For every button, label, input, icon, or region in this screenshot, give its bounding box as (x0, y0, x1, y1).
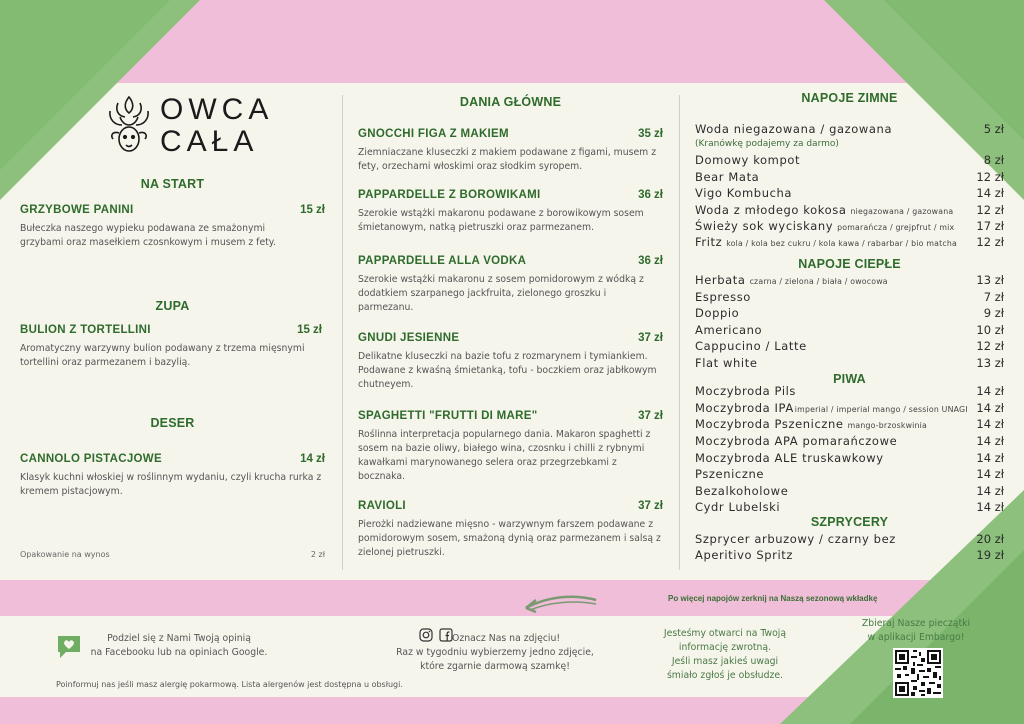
section-title-beer: PIWA (833, 372, 866, 386)
drink-name: Świeży sok wyciskany (695, 219, 834, 233)
drink-row (695, 384, 1004, 400)
drink-row (695, 323, 1004, 339)
social-line3: które zgarnie darmową szamkę! (420, 661, 570, 672)
drink-row (695, 356, 1004, 372)
drink-row (695, 434, 1004, 450)
drink-name: Espresso (695, 290, 751, 304)
feedback-line1: Jesteśmy otwarci na Twoją (663, 628, 787, 639)
drink-name: Moczybroda IPA (695, 401, 794, 415)
drink-name: Woda z młodego kokosa (695, 203, 847, 217)
arrow-icon (520, 592, 600, 618)
drink-price: 14 zł (976, 434, 1004, 448)
drink-name: Moczybroda ALE truskawkowy (695, 451, 884, 465)
item-price: 36 zł (638, 255, 663, 267)
menu-item (358, 189, 663, 235)
drink-row (695, 219, 1004, 235)
section-title-cold-drinks: NAPOJE ZIMNE (801, 91, 898, 105)
stamps-text (845, 617, 987, 645)
drink-price: 12 zł (976, 235, 1004, 249)
drink-price: 14 zł (976, 451, 1004, 465)
drink-row (695, 500, 1004, 516)
drink-name: Doppio (695, 306, 740, 320)
item-name: CANNOLO PISTACJOWE (20, 453, 162, 465)
item-name: GRZYBOWE PANINI (20, 204, 134, 216)
review-line1: Podziel się z Nami Twoją opinią (107, 633, 251, 644)
item-price: 36 zł (638, 189, 663, 201)
menu-item (20, 324, 322, 370)
item-price: 14 zł (300, 453, 325, 465)
review-text (84, 632, 274, 660)
menu-item (20, 204, 325, 250)
drink-price: 14 zł (976, 401, 1004, 415)
drink-row (695, 170, 1004, 186)
drink-name: Americano (695, 323, 763, 337)
item-description: Bułeczka naszego wypieku podawana ze smażonymi grzybami oraz masełkiem czosnkowym i musem z fety. (20, 223, 276, 248)
divider-right (679, 95, 680, 570)
drink-name: Vigo Kombucha (695, 186, 793, 200)
drink-extra: kola / kola bez cukru / kola kawa / rabarbar / bio matcha (726, 239, 957, 248)
drink-price: 7 zł (983, 290, 1004, 304)
drink-name: Szprycer arbuzowy / czarny bez (695, 532, 896, 546)
item-name: SPAGHETTI "FRUTTI DI MARE" (358, 410, 538, 422)
drink-row (695, 401, 1004, 417)
drink-price: 12 zł (976, 203, 1004, 217)
feedback-text (645, 627, 805, 683)
social-text (390, 632, 600, 674)
logo-text-line1: OWCA (160, 93, 274, 126)
drink-price: 12 zł (976, 170, 1004, 184)
drink-row (695, 290, 1004, 306)
drink-price: 13 zł (976, 356, 1004, 370)
drink-row (695, 339, 1004, 355)
item-name: PAPPARDELLE Z BOROWIKAMI (358, 189, 541, 201)
drink-price: 14 zł (976, 384, 1004, 398)
drink-price: 19 zł (976, 548, 1004, 562)
drink-price: 13 zł (976, 273, 1004, 287)
section-title-spritzers: SZPRYCERY (810, 515, 889, 529)
drink-name: Moczybroda Pszeniczne (695, 417, 844, 431)
drink-row (695, 273, 1004, 289)
drink-row (695, 153, 1004, 169)
drink-row (695, 451, 1004, 467)
drink-row (695, 548, 1004, 564)
item-name: BULION Z TORTELLINI (20, 324, 151, 336)
drink-price: 14 zł (976, 500, 1004, 514)
drink-name: Moczybroda APA pomarańczowe (695, 434, 898, 448)
drink-row (695, 532, 1004, 548)
feedback-line2: informację zwrotną. (678, 642, 772, 653)
item-price: 35 zł (638, 128, 663, 140)
menu-item (358, 332, 663, 392)
drink-row (695, 467, 1004, 483)
section-title-hot-drinks: NAPOJE CIEPŁE (798, 257, 901, 271)
drink-row (695, 417, 1004, 433)
drink-row (695, 203, 1004, 219)
item-description: Pierożki nadziewane mięsno - warzywnym farszem podawane z pomidorowym sosem, smażoną dynią oraz parmezanem i salsą z zielonej pietruszki. (358, 519, 661, 558)
drink-name: Domowy kompot (695, 153, 801, 167)
item-description: Delikatne kluseczki na bazie tofu z rozmarynem i tymiankiem. Podawane z kwaśną śmietanką, tofu - boczkiem oraz jabłkowym chutneyem. (358, 351, 657, 390)
drink-extra: niegazowana / gazowana (850, 207, 954, 216)
drink-name: Herbata (695, 273, 746, 287)
feedback-line4: śmiało zgłoś je obsłudze. (666, 670, 784, 681)
tap-water-note: (Kranówkę podajemy za darmo) (695, 139, 839, 149)
drink-extra: mango-brzoskwinia (847, 421, 928, 430)
heart-chat-icon (56, 634, 82, 660)
drink-row (695, 186, 1004, 202)
drink-extra: imperial / imperial mango / session UNAGI (794, 405, 968, 414)
social-line1: Oznacz Nas na zdjęciu! (452, 633, 561, 644)
drink-extra: pomarańcza / grejpfrut / mix (837, 223, 955, 232)
section-title-start: NA START (140, 177, 205, 191)
drink-price: 5 zł (983, 122, 1004, 136)
item-description: Klasyk kuchni włoskiej w roślinnym wydaniu, czyli krucha rurka z kremem pistacjowym. (20, 472, 322, 497)
drink-name: Cappucino / Latte (695, 339, 807, 353)
item-description: Szerokie wstążki makaronu z sosem pomidorowym z wódką z dodatkiem szarpanego jackfruita, zielonego groszku i parmezanu. (358, 274, 644, 313)
drink-name: Cydr Lubelski (695, 500, 781, 514)
drink-price: 20 zł (976, 532, 1004, 546)
section-title-mains: DANIA GŁÓWNE (459, 95, 562, 109)
drink-name: Pszeniczne (695, 467, 765, 481)
drink-price: 9 zł (983, 306, 1004, 320)
menu-item (358, 255, 663, 315)
item-price: 15 zł (297, 324, 322, 336)
menu-item (358, 410, 663, 484)
drink-price: 14 zł (976, 467, 1004, 481)
menu-item (358, 128, 663, 174)
drink-price: 17 zł (976, 219, 1004, 233)
item-price: 15 zł (300, 204, 325, 216)
item-price: 37 zł (638, 500, 663, 512)
drink-row (695, 122, 1004, 138)
menu-item (20, 453, 325, 499)
item-name: GNUDI JESIENNE (358, 332, 460, 344)
drink-name: Moczybroda Pils (695, 384, 796, 398)
drink-name: Fritz (695, 235, 723, 249)
item-description: Aromatyczny warzywny bulion podawany z trzema mięsnymi tortellini oraz parmezanem i bazylią. (20, 343, 305, 368)
drink-name: Bear Mata (695, 170, 760, 184)
drink-price: 14 zł (976, 484, 1004, 498)
section-title-soup: ZUPA (155, 299, 190, 313)
stamps-line1: Zbieraj Nasze pieczątki (861, 618, 971, 629)
social-line2: Raz w tygodniu wybierzemy jedno zdjęcie, (396, 647, 594, 658)
drink-name: Aperitivo Spritz (695, 548, 794, 562)
drink-price: 8 zł (983, 153, 1004, 167)
drink-name: Woda niegazowana / gazowana (695, 122, 893, 136)
seasonal-note: Po więcej napojów zerknij na Naszą sezonową wkładkę (668, 594, 878, 603)
drink-name: Bezalkoholowe (695, 484, 789, 498)
divider-left (342, 95, 343, 570)
item-name: GNOCCHI FIGA Z MAKIEM (358, 128, 509, 140)
takeaway-label: Opakowanie na wynos (20, 550, 110, 559)
drink-price: 14 zł (976, 186, 1004, 200)
drink-row (695, 306, 1004, 322)
item-description: Roślinna interpretacja popularnego dania. Makaron spaghetti z sosem na bazie oliwy, białego wina, czosnku i chilli z rybnymi kawałkami marynowanego selera oraz przegrzebkami z bocznaka. (358, 429, 651, 482)
drink-extra: czarna / zielona / biała / owocowa (749, 277, 888, 286)
takeaway-price: 2 zł (310, 550, 325, 559)
stamps-line2: w aplikacji Embargo! (867, 632, 965, 643)
drink-price: 14 zł (976, 417, 1004, 431)
feedback-line3: Jeśli masz jakieś uwagi (671, 656, 779, 667)
logo-text-line2: CAŁA (160, 125, 259, 158)
item-description: Ziemniaczane kluseczki z makiem podawane z figami, musem z fety, orzechami włoskimi oraz słodkim syropem. (358, 147, 657, 172)
drink-name: Flat white (695, 356, 758, 370)
takeaway-row (20, 550, 325, 559)
qr-code[interactable] (893, 648, 943, 698)
review-line2: na Facebooku lub na opiniach Google. (90, 647, 268, 658)
artichoke-sheep-logo-icon (104, 93, 154, 159)
item-price: 37 zł (638, 332, 663, 344)
item-description: Szerokie wstążki makaronu podawane z borowikowym sosem śmietanowym, natką pietruszki oraz parmezanem. (358, 208, 644, 233)
drink-price: 10 zł (976, 323, 1004, 337)
drink-row (695, 484, 1004, 500)
drink-row (695, 235, 1004, 251)
menu-item (358, 500, 663, 560)
allergy-note: Poinformuj nas jeśli masz alergię pokarmową. Lista alergenów jest dostępna u obsługi. (56, 680, 403, 689)
section-title-dessert: DESER (150, 416, 195, 430)
item-price: 37 zł (638, 410, 663, 422)
item-name: RAVIOLI (358, 500, 406, 512)
drink-price: 12 zł (976, 339, 1004, 353)
item-name: PAPPARDELLE ALLA VODKA (358, 255, 527, 267)
